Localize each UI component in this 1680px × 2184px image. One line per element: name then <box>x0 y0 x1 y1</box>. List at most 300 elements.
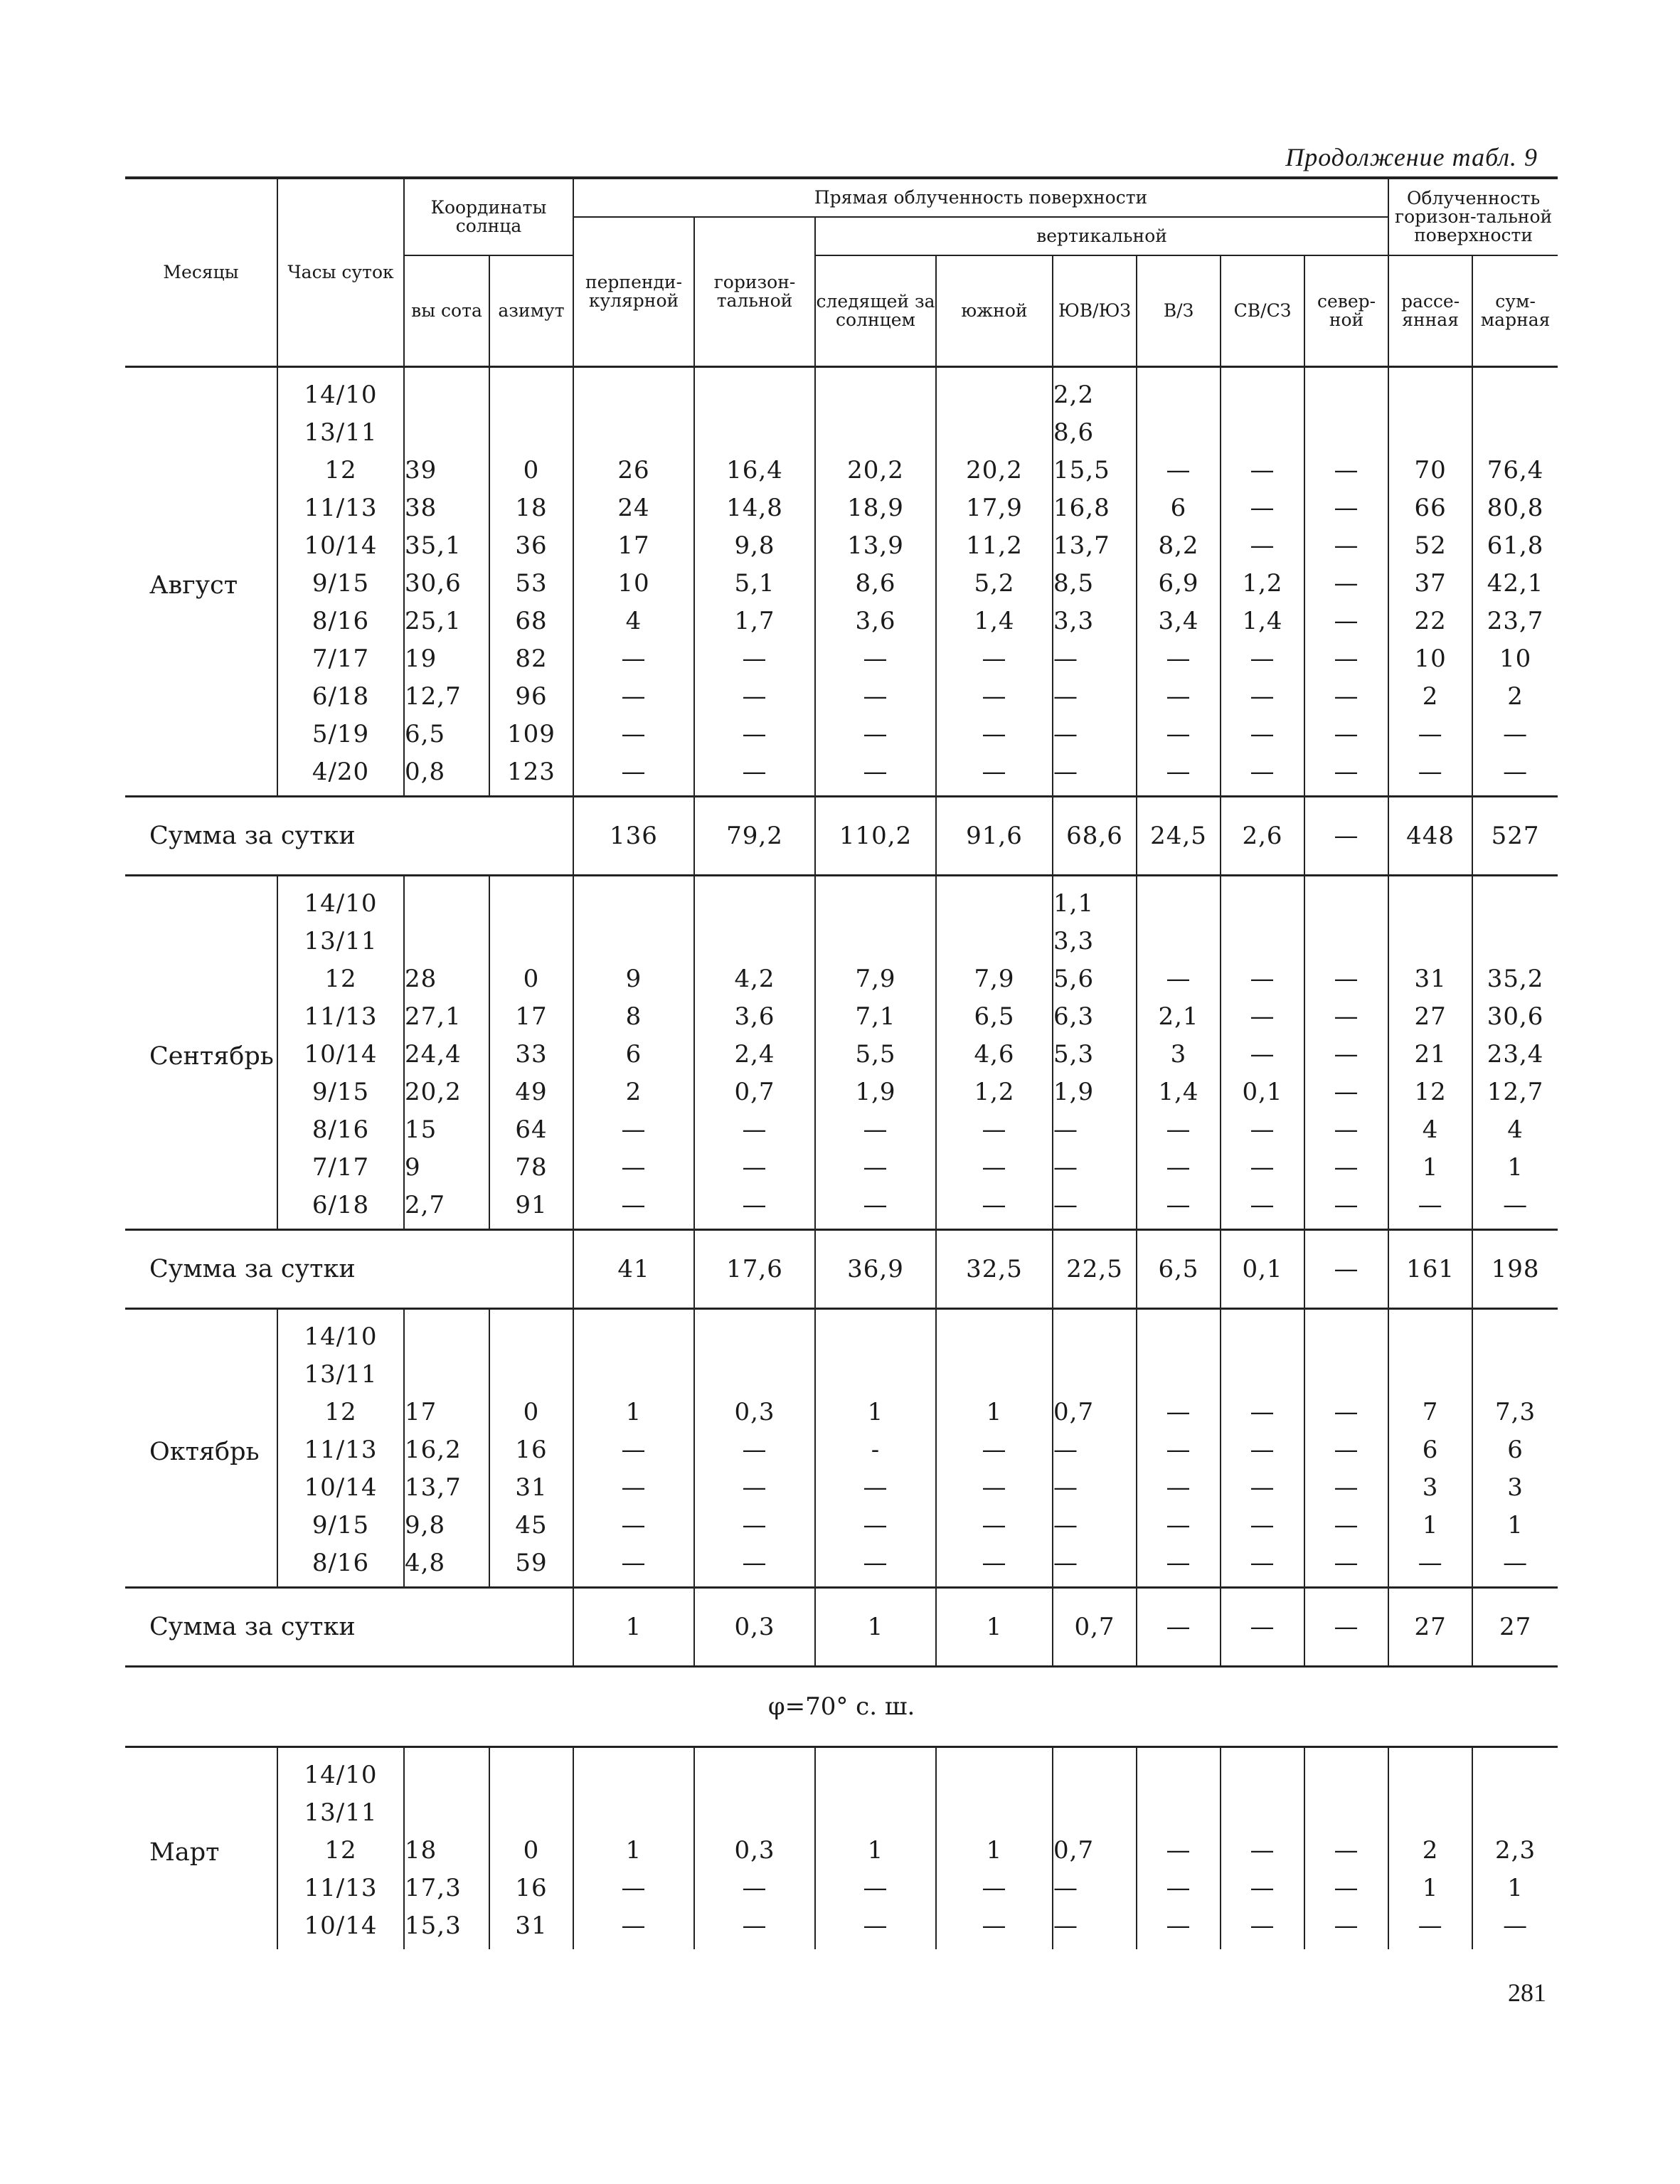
data-cell: — <box>573 1870 694 1907</box>
table-row <box>125 366 1558 414</box>
data-cell: 12,7 <box>1472 1074 1558 1111</box>
data-cell: — <box>694 716 815 753</box>
data-cell <box>404 1746 489 1794</box>
col-e-w: В/З <box>1137 255 1221 366</box>
data-cell: 12 <box>277 960 404 998</box>
data-cell: 6 <box>1472 1431 1558 1469</box>
data-cell: — <box>694 753 815 797</box>
data-cell: 26 <box>573 452 694 489</box>
table-row <box>125 1832 1558 1870</box>
data-cell: 1 <box>936 1394 1053 1431</box>
data-cell <box>1221 1794 1304 1832</box>
data-cell: — <box>1388 1544 1472 1588</box>
data-cell: 18 <box>489 489 573 527</box>
latitude-row <box>125 1666 1558 1746</box>
data-cell <box>1221 414 1304 452</box>
data-cell <box>573 1356 694 1394</box>
data-cell: — <box>1053 1907 1137 1949</box>
data-cell <box>489 414 573 452</box>
data-cell <box>404 875 489 923</box>
data-cell: — <box>1137 1870 1221 1907</box>
data-cell: 1 <box>815 1394 936 1431</box>
table-row <box>125 998 1558 1036</box>
data-cell: 9,8 <box>404 1507 489 1544</box>
data-cell <box>1221 366 1304 414</box>
data-cell: — <box>573 1544 694 1588</box>
table-row <box>125 960 1558 998</box>
table-row <box>125 1794 1558 1832</box>
data-cell <box>1304 1308 1388 1356</box>
data-cell: 2 <box>1388 1832 1472 1870</box>
data-cell: — <box>1472 1907 1558 1949</box>
data-cell <box>489 1746 573 1794</box>
data-cell: 13/11 <box>277 414 404 452</box>
sum-cell: — <box>1137 1587 1221 1666</box>
data-cell: 9,8 <box>694 527 815 565</box>
data-cell <box>936 414 1053 452</box>
data-cell: 0,3 <box>694 1394 815 1431</box>
data-cell <box>1472 1794 1558 1832</box>
data-cell: — <box>1304 489 1388 527</box>
data-cell: 27,1 <box>404 998 489 1036</box>
data-cell: 16,8 <box>1053 489 1137 527</box>
data-cell <box>1137 1794 1221 1832</box>
data-cell <box>573 366 694 414</box>
data-cell: — <box>1221 527 1304 565</box>
data-cell <box>1053 1356 1137 1394</box>
table-row <box>125 1149 1558 1187</box>
data-cell: 7,1 <box>815 998 936 1036</box>
data-cell: — <box>936 1469 1053 1507</box>
data-cell: — <box>1304 998 1388 1036</box>
data-cell: — <box>1053 1469 1137 1507</box>
col-hours: Часы суток <box>277 178 404 366</box>
data-cell <box>1221 1746 1304 1794</box>
data-cell: 2 <box>1388 678 1472 716</box>
data-cell: 78 <box>489 1149 573 1187</box>
data-cell: — <box>1304 1507 1388 1544</box>
table-row <box>125 603 1558 640</box>
sum-cell: 1 <box>573 1587 694 1666</box>
data-cell <box>404 1794 489 1832</box>
data-cell: 4 <box>1388 1111 1472 1149</box>
data-cell <box>1472 923 1558 960</box>
data-cell <box>1388 923 1472 960</box>
data-cell: — <box>1221 640 1304 678</box>
data-cell: 31 <box>1388 960 1472 998</box>
data-cell: — <box>1304 716 1388 753</box>
sum-cell: 68,6 <box>1053 796 1137 875</box>
data-cell: 5/19 <box>277 716 404 753</box>
data-cell <box>1304 414 1388 452</box>
data-cell: — <box>936 1149 1053 1187</box>
data-cell: 9 <box>573 960 694 998</box>
table-row <box>125 640 1558 678</box>
data-cell: — <box>1472 753 1558 797</box>
data-cell <box>1304 366 1388 414</box>
data-cell <box>936 366 1053 414</box>
table-body <box>125 366 1558 1949</box>
data-cell: — <box>1137 1431 1221 1469</box>
data-cell: — <box>1221 1544 1304 1588</box>
data-cell <box>1388 1794 1472 1832</box>
data-cell: 35,1 <box>404 527 489 565</box>
data-cell <box>1472 1746 1558 1794</box>
data-cell: — <box>815 1187 936 1230</box>
data-cell: 6,5 <box>936 998 1053 1036</box>
sum-cell: 17,6 <box>694 1229 815 1308</box>
data-cell: — <box>936 1907 1053 1949</box>
table-row <box>125 1036 1558 1074</box>
data-cell: — <box>1137 1544 1221 1588</box>
data-cell: — <box>1137 1149 1221 1187</box>
data-cell: — <box>1304 640 1388 678</box>
data-cell: 2 <box>573 1074 694 1111</box>
data-cell <box>1472 875 1558 923</box>
data-cell: — <box>1388 1187 1472 1230</box>
table-row <box>125 1907 1558 1949</box>
data-cell: 8/16 <box>277 603 404 640</box>
sum-cell: — <box>1304 1229 1388 1308</box>
data-cell: — <box>694 1870 815 1907</box>
data-cell <box>1388 1356 1472 1394</box>
data-cell: — <box>1221 753 1304 797</box>
data-cell: 17 <box>404 1394 489 1431</box>
data-cell <box>404 923 489 960</box>
data-cell: — <box>1472 1187 1558 1230</box>
data-cell: 82 <box>489 640 573 678</box>
data-cell: — <box>1221 1394 1304 1431</box>
data-cell: 3 <box>1137 1036 1221 1074</box>
data-cell <box>1221 1308 1304 1356</box>
data-cell: — <box>1137 1111 1221 1149</box>
data-cell: 4,8 <box>404 1544 489 1588</box>
data-cell <box>1137 923 1221 960</box>
sum-cell: 36,9 <box>815 1229 936 1308</box>
data-cell <box>404 366 489 414</box>
data-cell: 23,7 <box>1472 603 1558 640</box>
data-cell <box>694 1308 815 1356</box>
data-cell: — <box>815 1544 936 1588</box>
data-cell <box>489 923 573 960</box>
data-cell <box>1137 1356 1221 1394</box>
table-row <box>125 1431 1558 1469</box>
data-cell: — <box>936 1507 1053 1544</box>
data-cell: 1 <box>1472 1870 1558 1907</box>
data-cell: — <box>815 753 936 797</box>
data-cell <box>1137 875 1221 923</box>
sum-cell: 0,1 <box>1221 1229 1304 1308</box>
data-cell <box>489 875 573 923</box>
data-cell: — <box>694 1431 815 1469</box>
data-cell: 1 <box>1388 1149 1472 1187</box>
data-cell: 14/10 <box>277 366 404 414</box>
data-cell: 39 <box>404 452 489 489</box>
data-cell: 7,9 <box>936 960 1053 998</box>
data-cell: — <box>1053 678 1137 716</box>
data-cell <box>573 1746 694 1794</box>
data-cell: — <box>936 716 1053 753</box>
sum-row <box>125 796 1558 875</box>
data-cell: 0 <box>489 1394 573 1431</box>
sum-label: Сумма за сутки <box>125 1587 573 1666</box>
data-cell: 6,5 <box>404 716 489 753</box>
data-cell: — <box>815 1149 936 1187</box>
data-cell: 64 <box>489 1111 573 1149</box>
data-cell: 13,7 <box>1053 527 1137 565</box>
data-cell: 6/18 <box>277 678 404 716</box>
data-cell: 24 <box>573 489 694 527</box>
data-cell <box>489 366 573 414</box>
table-row <box>125 1356 1558 1394</box>
data-cell: 4 <box>1472 1111 1558 1149</box>
data-cell <box>1388 366 1472 414</box>
col-horiz: горизон-тальной <box>694 217 815 366</box>
data-cell <box>694 923 815 960</box>
sum-cell: 161 <box>1388 1229 1472 1308</box>
data-cell: 1,4 <box>1221 603 1304 640</box>
data-cell: — <box>1137 1187 1221 1230</box>
data-cell <box>694 1746 815 1794</box>
data-cell: — <box>815 640 936 678</box>
data-cell: 1,2 <box>1221 565 1304 603</box>
sum-cell: 27 <box>1472 1587 1558 1666</box>
data-cell: 14,8 <box>694 489 815 527</box>
data-cell: 5,3 <box>1053 1036 1137 1074</box>
data-cell: — <box>573 716 694 753</box>
data-cell: 30,6 <box>404 565 489 603</box>
data-cell: 5,1 <box>694 565 815 603</box>
data-cell: 1 <box>936 1832 1053 1870</box>
data-cell: 31 <box>489 1907 573 1949</box>
data-cell <box>573 1794 694 1832</box>
data-cell: — <box>815 1111 936 1149</box>
data-cell: 53 <box>489 565 573 603</box>
sum-cell: 1 <box>936 1587 1053 1666</box>
data-cell <box>815 1356 936 1394</box>
data-cell <box>489 1794 573 1832</box>
data-cell: 8 <box>573 998 694 1036</box>
data-cell: — <box>1137 452 1221 489</box>
data-cell <box>694 875 815 923</box>
data-cell: — <box>573 1469 694 1507</box>
table-row <box>125 1111 1558 1149</box>
data-cell: — <box>1221 1469 1304 1507</box>
data-cell: — <box>1053 1149 1137 1187</box>
data-cell <box>1137 1746 1221 1794</box>
data-cell: — <box>573 1111 694 1149</box>
data-cell: 6 <box>1388 1431 1472 1469</box>
data-cell: 123 <box>489 753 573 797</box>
data-cell: 21 <box>1388 1036 1472 1074</box>
table-row <box>125 527 1558 565</box>
col-north: север-ной <box>1304 255 1388 366</box>
data-cell: 4,2 <box>694 960 815 998</box>
sum-cell: — <box>1304 796 1388 875</box>
data-cell <box>489 1308 573 1356</box>
data-cell: 20,2 <box>815 452 936 489</box>
data-cell: 17,9 <box>936 489 1053 527</box>
data-cell: 1 <box>1472 1149 1558 1187</box>
data-cell: 1 <box>573 1832 694 1870</box>
data-cell: 13/11 <box>277 923 404 960</box>
data-cell: — <box>815 678 936 716</box>
data-cell <box>936 1308 1053 1356</box>
data-cell: — <box>1304 452 1388 489</box>
data-cell: — <box>1304 1074 1388 1111</box>
data-cell: 9/15 <box>277 1074 404 1111</box>
data-cell: — <box>1053 1507 1137 1544</box>
data-cell: — <box>1137 1469 1221 1507</box>
data-cell: 2,7 <box>404 1187 489 1230</box>
data-cell <box>1221 875 1304 923</box>
col-se-sw: ЮВ/ЮЗ <box>1053 255 1137 366</box>
data-cell <box>815 1794 936 1832</box>
data-cell: 18,9 <box>815 489 936 527</box>
data-cell: — <box>573 1907 694 1949</box>
data-cell <box>694 1356 815 1394</box>
data-cell: 6 <box>1137 489 1221 527</box>
data-cell <box>815 875 936 923</box>
data-cell: 37 <box>1388 565 1472 603</box>
table-row <box>125 414 1558 452</box>
data-cell: — <box>573 1507 694 1544</box>
data-cell: 0 <box>489 960 573 998</box>
data-cell <box>1137 366 1221 414</box>
data-cell <box>1304 875 1388 923</box>
col-vertical: вертикальной <box>815 217 1388 255</box>
data-cell <box>1304 1794 1388 1832</box>
data-cell <box>815 1308 936 1356</box>
data-cell: 10 <box>1472 640 1558 678</box>
data-cell: 11/13 <box>277 998 404 1036</box>
data-cell: 20,2 <box>936 452 1053 489</box>
data-cell: — <box>1137 960 1221 998</box>
data-cell <box>1221 1356 1304 1394</box>
sum-cell: 448 <box>1388 796 1472 875</box>
data-cell: — <box>1221 1111 1304 1149</box>
data-cell: 6,3 <box>1053 998 1137 1036</box>
data-cell: 1,9 <box>1053 1074 1137 1111</box>
data-cell: — <box>1304 1544 1388 1588</box>
data-cell: — <box>1053 640 1137 678</box>
data-cell: — <box>1053 1187 1137 1230</box>
data-cell: 3 <box>1388 1469 1472 1507</box>
data-cell: 17,3 <box>404 1870 489 1907</box>
data-cell: 0,7 <box>694 1074 815 1111</box>
data-cell: 7 <box>1388 1394 1472 1431</box>
data-cell: 11/13 <box>277 1870 404 1907</box>
data-cell: — <box>694 640 815 678</box>
col-height: вы сота <box>404 255 489 366</box>
data-cell: 27 <box>1388 998 1472 1036</box>
data-cell <box>573 875 694 923</box>
data-cell: 0,3 <box>694 1832 815 1870</box>
data-cell: 12,7 <box>404 678 489 716</box>
data-cell: 3,4 <box>1137 603 1221 640</box>
data-cell <box>1472 1356 1558 1394</box>
col-total: сум-марная <box>1472 255 1558 366</box>
data-cell: — <box>815 716 936 753</box>
data-cell: — <box>1388 753 1472 797</box>
data-cell: 3,6 <box>694 998 815 1036</box>
col-perp: перпенди-кулярной <box>573 217 694 366</box>
data-cell <box>489 1356 573 1394</box>
data-cell: — <box>936 1870 1053 1907</box>
data-cell: — <box>1221 716 1304 753</box>
data-cell: — <box>1053 753 1137 797</box>
data-cell: 22 <box>1388 603 1472 640</box>
data-cell: 4/20 <box>277 753 404 797</box>
data-cell: 11,2 <box>936 527 1053 565</box>
month-cell: Март <box>149 1838 220 1867</box>
data-cell: 66 <box>1388 489 1472 527</box>
data-cell: 31 <box>489 1469 573 1507</box>
data-cell: — <box>1304 1187 1388 1230</box>
data-cell: — <box>936 1431 1053 1469</box>
data-cell <box>936 1356 1053 1394</box>
data-cell: 1 <box>1472 1507 1558 1544</box>
data-cell <box>694 414 815 452</box>
data-cell: 25,1 <box>404 603 489 640</box>
data-cell: — <box>1304 1469 1388 1507</box>
data-cell: — <box>694 678 815 716</box>
data-cell <box>573 923 694 960</box>
data-cell <box>694 1794 815 1832</box>
data-cell: 0 <box>489 452 573 489</box>
month-cell: Сентябрь <box>149 1041 274 1071</box>
data-cell <box>1053 1308 1137 1356</box>
data-cell: — <box>1221 1870 1304 1907</box>
data-cell: 2 <box>1472 678 1558 716</box>
data-cell: 96 <box>489 678 573 716</box>
data-cell: — <box>1221 678 1304 716</box>
latitude-heading: φ=70° с. ш. <box>125 1666 1558 1746</box>
page-number: 281 <box>1508 1978 1546 2007</box>
data-cell: 17 <box>489 998 573 1036</box>
data-cell: 8/16 <box>277 1111 404 1149</box>
sum-cell: 2,6 <box>1221 796 1304 875</box>
data-cell: 17 <box>573 527 694 565</box>
data-cell: — <box>1304 1149 1388 1187</box>
sum-cell: 6,5 <box>1137 1229 1221 1308</box>
data-cell: 11/13 <box>277 489 404 527</box>
data-cell <box>404 414 489 452</box>
sum-cell: 24,5 <box>1137 796 1221 875</box>
data-cell: — <box>1221 1036 1304 1074</box>
data-cell: — <box>1304 960 1388 998</box>
table-row <box>125 1746 1558 1794</box>
data-cell: — <box>936 640 1053 678</box>
sum-cell: 41 <box>573 1229 694 1308</box>
sum-row <box>125 1587 1558 1666</box>
data-cell: 45 <box>489 1507 573 1544</box>
data-cell: 3,3 <box>1053 923 1137 960</box>
data-cell: 23,4 <box>1472 1036 1558 1074</box>
data-cell: — <box>1221 1507 1304 1544</box>
table-row <box>125 1074 1558 1111</box>
data-cell: 1,2 <box>936 1074 1053 1111</box>
data-cell: — <box>1221 1832 1304 1870</box>
data-cell: — <box>815 1870 936 1907</box>
data-cell: 7,9 <box>815 960 936 998</box>
data-cell: 0,7 <box>1053 1832 1137 1870</box>
data-cell: — <box>1304 603 1388 640</box>
sum-row <box>125 1229 1558 1308</box>
table-row <box>125 1394 1558 1431</box>
data-cell: 2,2 <box>1053 366 1137 414</box>
data-cell: 15,3 <box>404 1907 489 1949</box>
